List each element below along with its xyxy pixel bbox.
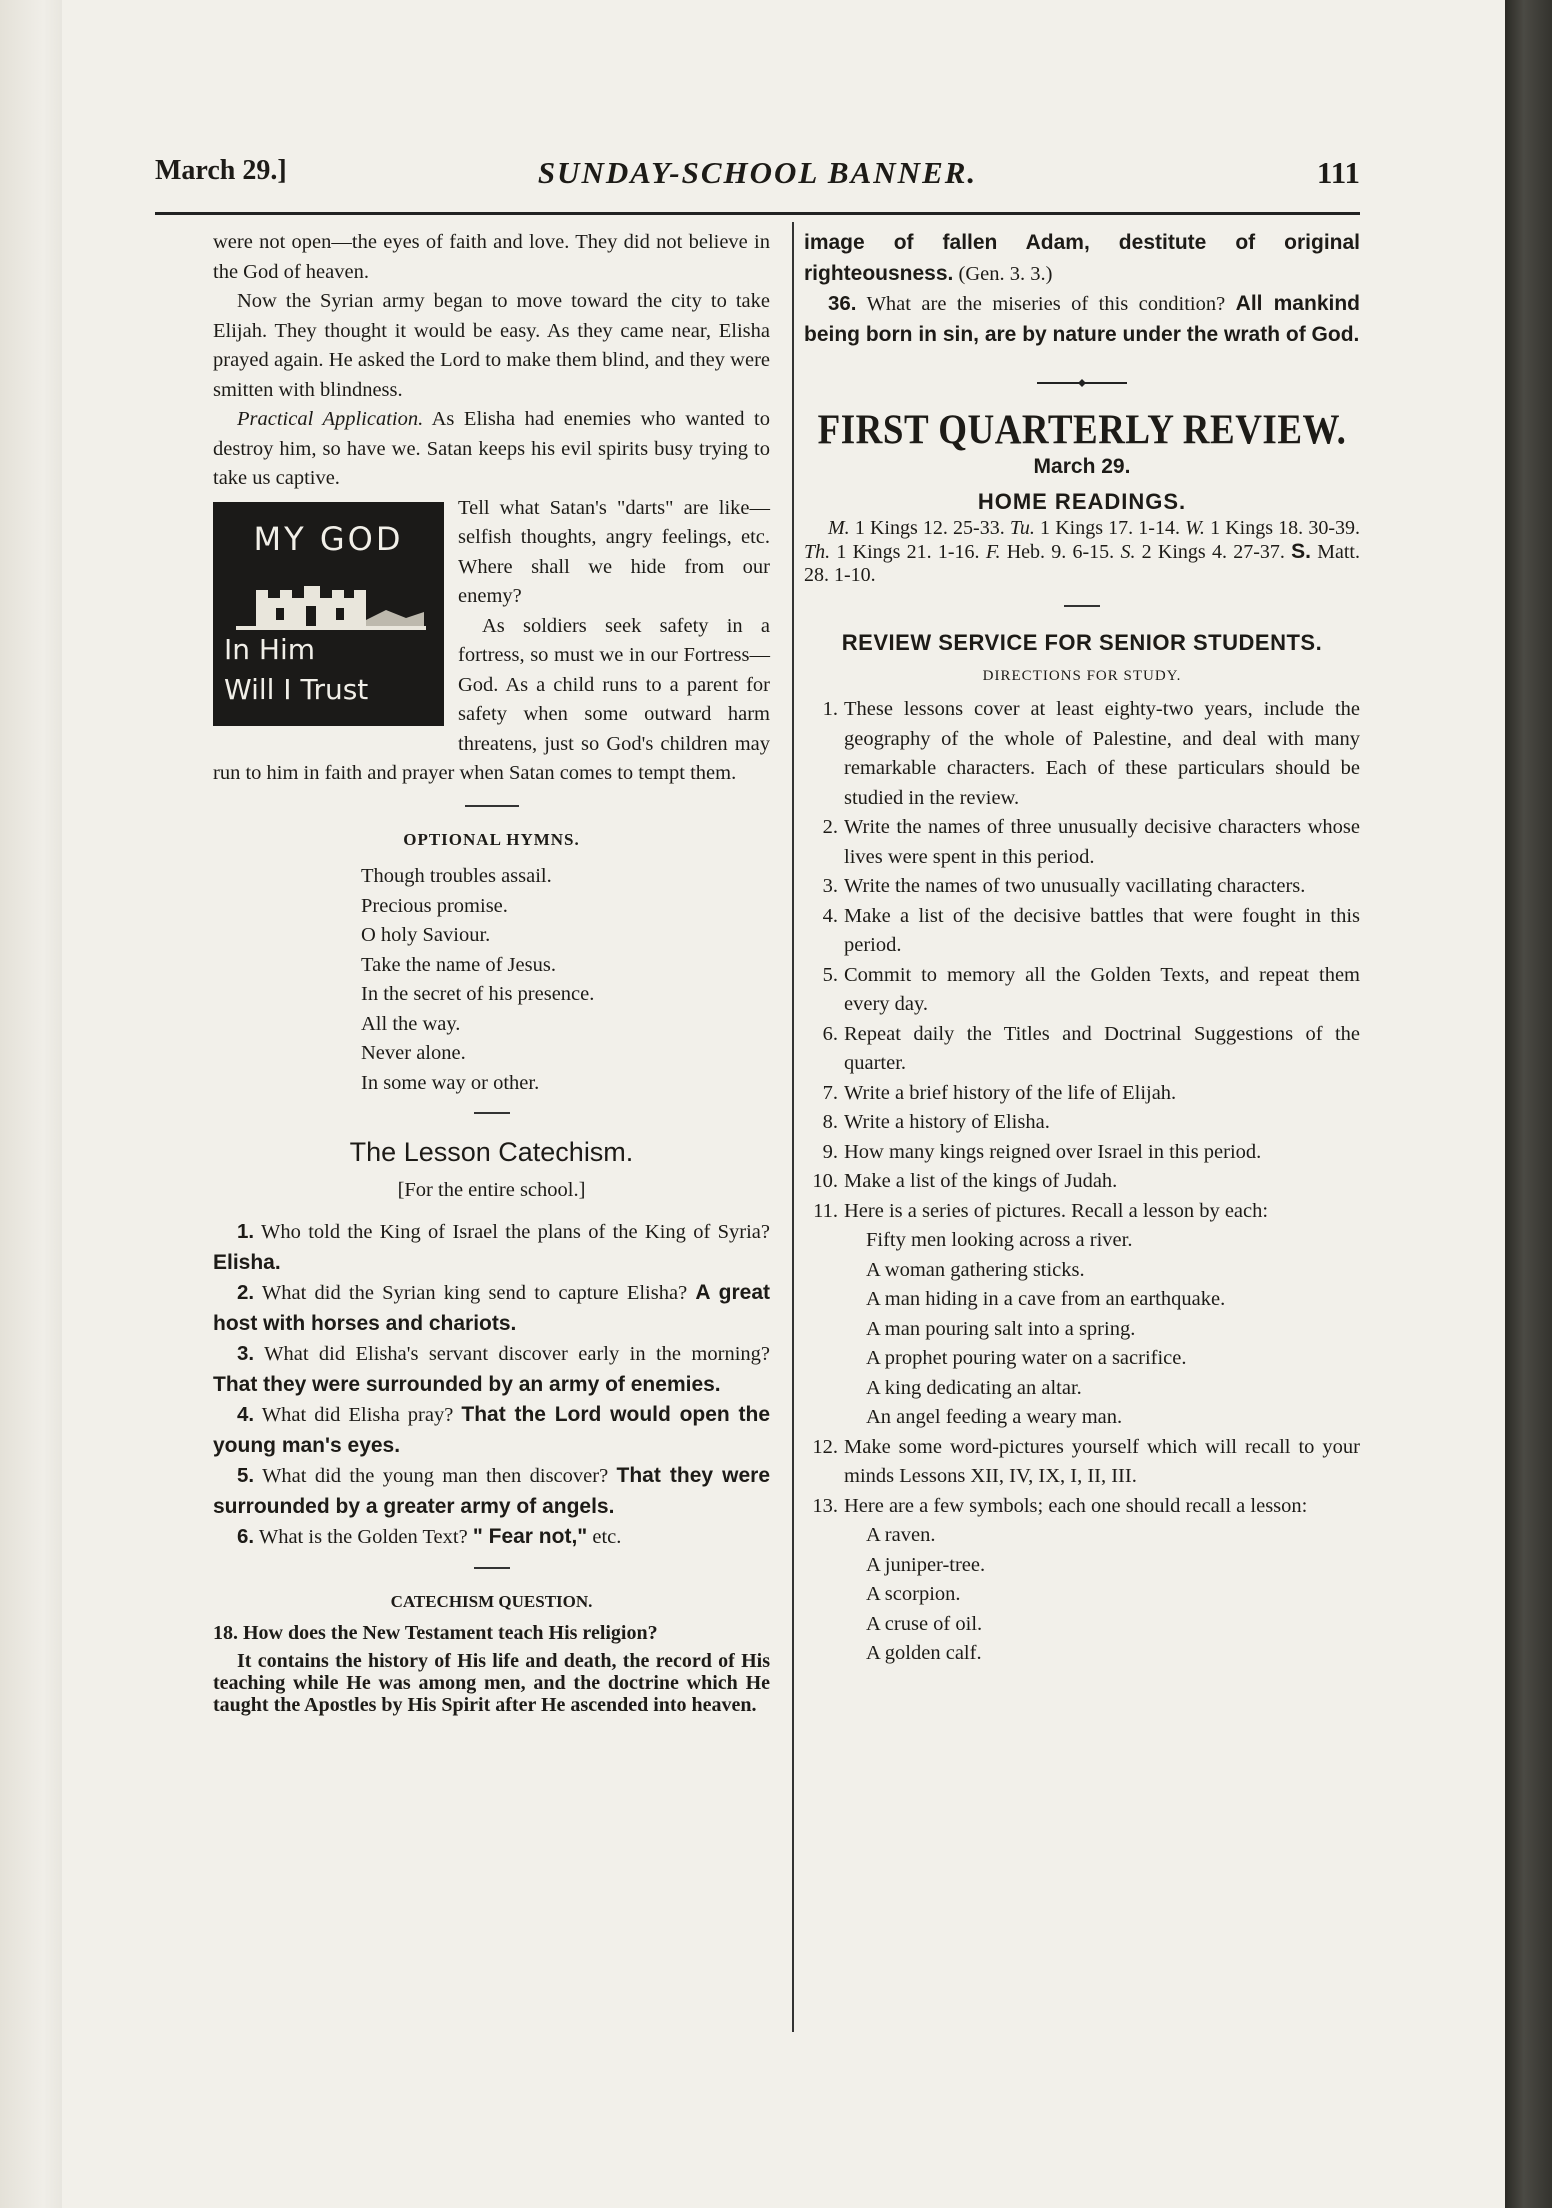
practical-label: Practical Application. — [237, 408, 424, 430]
answer-text: " Fear not," — [472, 1525, 588, 1548]
list-item — [804, 872, 1360, 902]
header-date: March 29.] — [155, 155, 287, 186]
answer-text: That they were surrounded by an army of enemies. — [213, 1372, 721, 1396]
catechism-item — [213, 1400, 770, 1461]
question-number: 5. — [237, 1464, 255, 1487]
item-text: Write the names of two unusually vacillating characters. — [844, 875, 1306, 897]
catechism-subtitle: [For the entire school.] — [397, 1178, 586, 1201]
question-number: 2. — [237, 1281, 255, 1304]
section-rule — [474, 1112, 510, 1114]
study-directions-list — [804, 695, 1360, 1669]
reading-ref: 1 Kings 17. 1-14. — [1034, 516, 1186, 539]
item-text: Repeat daily the Titles and Doctrinal Suggestions of the quarter. — [844, 1022, 1360, 1074]
reading-day: W. — [1185, 516, 1205, 539]
section-rule — [474, 1567, 510, 1569]
section-rule — [1064, 605, 1100, 607]
answer-text: image of fallen Adam, destitute of original righteousness. — [804, 231, 1360, 285]
review-title: FIRST QUARTERLY REVIEW. — [817, 406, 1347, 455]
item-text: Write a history of Elisha. — [844, 1111, 1050, 1133]
symbol-list — [804, 1521, 1360, 1669]
scripture-reference: (Gen. 3. 3.) — [953, 262, 1053, 285]
emblem-line-2: Will I Trust — [224, 672, 369, 706]
list-item — [804, 1433, 1360, 1492]
emblem-image — [213, 502, 444, 726]
catechism-title: The Lesson Catechism. — [349, 1137, 634, 1167]
reading-ref: 1 Kings 12. 25-33. — [849, 516, 1010, 539]
item-number: 4. — [822, 904, 838, 927]
list-item — [804, 1108, 1360, 1138]
paragraph — [804, 228, 1360, 289]
item-number: 5. — [822, 963, 838, 986]
paragraph: Now the Syrian army began to move toward the city to take Elijah. They thought it would be easy. As they came near, Elisha prayed again. He asked the Lord to make them blind, and they were smitten with blindness. — [213, 290, 770, 401]
symbol-item: A golden calf. — [866, 1642, 982, 1664]
list-item — [804, 902, 1360, 961]
answer-tail: etc. — [587, 1526, 622, 1548]
question-number: 3. — [237, 1342, 255, 1365]
reading-day: S. — [1291, 539, 1311, 563]
answer-text: Elisha. — [213, 1250, 281, 1274]
question-text: What is the Golden Text? — [254, 1526, 473, 1548]
catechism-item — [213, 1461, 770, 1522]
symbol-item: A scorpion. — [866, 1583, 961, 1605]
picture-item: A woman gathering sticks. — [866, 1258, 1085, 1281]
item-number: 2. — [822, 816, 838, 838]
catechism-answer: It contains the history of His life and death, the record of His teaching while He was among men, and the doctrine which He taught the Apostles by His Spirit after He ascended into heaven. — [213, 1650, 770, 1716]
question-text: What did the young man then discover? — [254, 1465, 617, 1487]
hymn-item: In the secret of his presence. — [361, 983, 595, 1005]
right-column — [804, 228, 1360, 1669]
picture-list — [804, 1226, 1360, 1433]
reading-ref: Matt. 28. 1-10. — [804, 540, 1360, 586]
hymn-item: In some way or other. — [361, 1071, 540, 1094]
answer-text: All mankind being born in sin, are by nature under the wrath of God. — [804, 292, 1360, 346]
item-text: Make a list of the kings of Judah. — [844, 1170, 1118, 1192]
answer-text: That the Lord would open the young man's eyes. — [213, 1403, 770, 1457]
item-text: These lessons cover at least eighty-two years, include the geography of the whole of Palestine, and deal with many remarkable characters. Each of these particulars should be studied in the review. — [844, 698, 1360, 809]
item-text: Make some word-pictures yourself which will recall to your minds Lessons XII, IV, IX, I, II, III. — [844, 1435, 1360, 1487]
book-gutter — [0, 0, 62, 2208]
item-text: Make a list of the decisive battles that were fought in this period. — [844, 904, 1360, 956]
list-item — [804, 1492, 1360, 1522]
reading-day: F. — [985, 540, 1001, 563]
item-number: 12. — [812, 1435, 838, 1458]
review-date: March 29. — [1033, 454, 1131, 478]
item-text: How many kings reigned over Israel in this period. — [844, 1140, 1262, 1163]
item-text: Here are a few symbols; each one should recall a lesson: — [844, 1494, 1308, 1517]
column-divider — [792, 222, 794, 2032]
question-number: 1. — [237, 1220, 255, 1243]
catechism-item — [213, 1339, 770, 1400]
emblem-line-1: In Him — [224, 632, 316, 666]
item-text: Here is a series of pictures. Recall a lesson by each: — [844, 1199, 1269, 1222]
hymn-item: Though troubles assail. — [361, 865, 552, 887]
question-text: Who told the King of Israel the plans of the King of Syria? — [254, 1221, 770, 1243]
page-number: 111 — [1316, 155, 1360, 190]
picture-item: A prophet pouring water on a sacrifice. — [866, 1347, 1187, 1369]
symbol-item: A juniper-tree. — [866, 1553, 986, 1576]
running-header — [155, 155, 1360, 205]
list-item — [804, 1197, 1360, 1227]
hymns-heading: OPTIONAL HYMNS. — [403, 829, 580, 849]
paragraph: As soldiers seek safety in a fortress, so must we in our Fortress—God. As a child runs to a parent for safety when some outward harm threatens, just so God's children may run to him in faith and prayer when Satan comes to tempt them. — [213, 614, 770, 784]
list-item — [804, 1020, 1360, 1079]
symbol-item: A cruse of oil. — [866, 1612, 983, 1635]
home-readings-heading: HOME READINGS. — [977, 489, 1187, 514]
paragraph-text: As Elisha had enemies who wanted to destroy him, so have we. Satan keeps his evil spirits busy trying to take us captive. — [213, 408, 770, 489]
paragraph — [213, 405, 770, 494]
list-item — [804, 961, 1360, 1020]
catechism-item — [213, 1278, 770, 1339]
ornament-rule — [1037, 378, 1127, 388]
list-item — [804, 1167, 1360, 1197]
item-text: Commit to memory all the Golden Texts, and repeat them every day. — [844, 963, 1360, 1015]
reading-ref: Heb. 9. 6-15. — [1000, 540, 1121, 563]
item-text: Write a brief history of the life of Elijah. — [844, 1081, 1177, 1104]
reading-day: Th. — [804, 540, 831, 563]
section-rule — [465, 805, 519, 807]
question-text: What did Elisha pray? — [254, 1404, 462, 1426]
item-number: 10. — [812, 1170, 838, 1192]
question-text: What are the miseries of this condition? — [856, 293, 1236, 315]
book-edge — [1505, 0, 1552, 2208]
reading-day: M. — [828, 516, 850, 539]
item-number: 6. — [822, 1022, 838, 1045]
symbol-item: A raven. — [866, 1524, 936, 1546]
hymn-item: O holy Saviour. — [361, 924, 491, 946]
answer-text: A great host with horses and chariots. — [213, 1281, 770, 1335]
list-item — [804, 813, 1360, 872]
reading-ref: 1 Kings 21. 1-16. — [830, 540, 986, 563]
item-number: 9. — [822, 1140, 838, 1163]
list-item — [804, 695, 1360, 813]
item-number: 7. — [822, 1081, 838, 1104]
answer-text: That they were surrounded by a greater army of angels. — [213, 1464, 770, 1518]
question-number: 6. — [237, 1525, 255, 1548]
picture-item: Fifty men looking across a river. — [866, 1229, 1133, 1251]
list-item — [804, 1138, 1360, 1168]
paragraph: were not open—the eyes of faith and love. They did not believe in the God of heaven. — [213, 231, 770, 283]
fortress-icon — [236, 580, 426, 630]
hymn-item: All the way. — [361, 1012, 461, 1035]
question-text: What did Elisha's servant discover early in the morning? — [254, 1343, 770, 1365]
item-number: 3. — [822, 875, 838, 897]
reading-day: Tu. — [1009, 516, 1035, 539]
hymn-item: Precious promise. — [361, 894, 508, 917]
item-number: 8. — [822, 1111, 838, 1133]
paragraph: Tell what Satan's "darts" are like—selfish thoughts, angry feelings, etc. Where shall we hide from our enemy? — [458, 496, 770, 607]
catechism-item — [213, 1522, 770, 1553]
catechism-question: 18. How does the New Testament teach His religion? — [213, 1622, 658, 1644]
item-text: Write the names of three unusually decisive characters whose lives were spent in this period. — [844, 816, 1360, 868]
item-number: 13. — [812, 1494, 838, 1517]
list-item — [804, 1079, 1360, 1109]
service-heading: REVIEW SERVICE FOR SENIOR STUDENTS. — [841, 629, 1323, 655]
catechism-question-heading: CATECHISM QUESTION. — [390, 1591, 593, 1611]
catechism-item — [213, 1217, 770, 1278]
picture-item: An angel feeding a weary man. — [866, 1406, 1123, 1428]
hymn-list — [361, 862, 770, 1098]
hymn-item: Take the name of Jesus. — [361, 953, 556, 976]
emblem-heading: MY GOD — [253, 519, 404, 558]
hymn-item: Never alone. — [361, 1042, 466, 1064]
question-number: 36. — [828, 292, 857, 315]
reading-day: S. — [1120, 540, 1136, 563]
header-title: SUNDAY-SCHOOL BANNER. — [537, 155, 978, 190]
header-rule — [155, 212, 1360, 215]
catechism-item — [804, 289, 1360, 350]
item-number: 11. — [813, 1199, 838, 1222]
item-number: 1. — [822, 698, 838, 720]
picture-item: A man hiding in a cave from an earthquake. — [866, 1288, 1226, 1310]
picture-item: A king dedicating an altar. — [866, 1376, 1082, 1399]
home-readings — [804, 517, 1360, 587]
reading-ref: 2 Kings 4. 27-37. — [1135, 540, 1292, 563]
directions-heading: DIRECTIONS FOR STUDY. — [982, 667, 1182, 684]
picture-item: A man pouring salt into a spring. — [866, 1317, 1136, 1340]
question-number: 4. — [237, 1403, 255, 1426]
question-text: What did the Syrian king send to capture Elisha? — [254, 1282, 696, 1304]
left-column — [213, 228, 770, 1716]
reading-ref: 1 Kings 18. 30-39. — [1204, 516, 1360, 539]
